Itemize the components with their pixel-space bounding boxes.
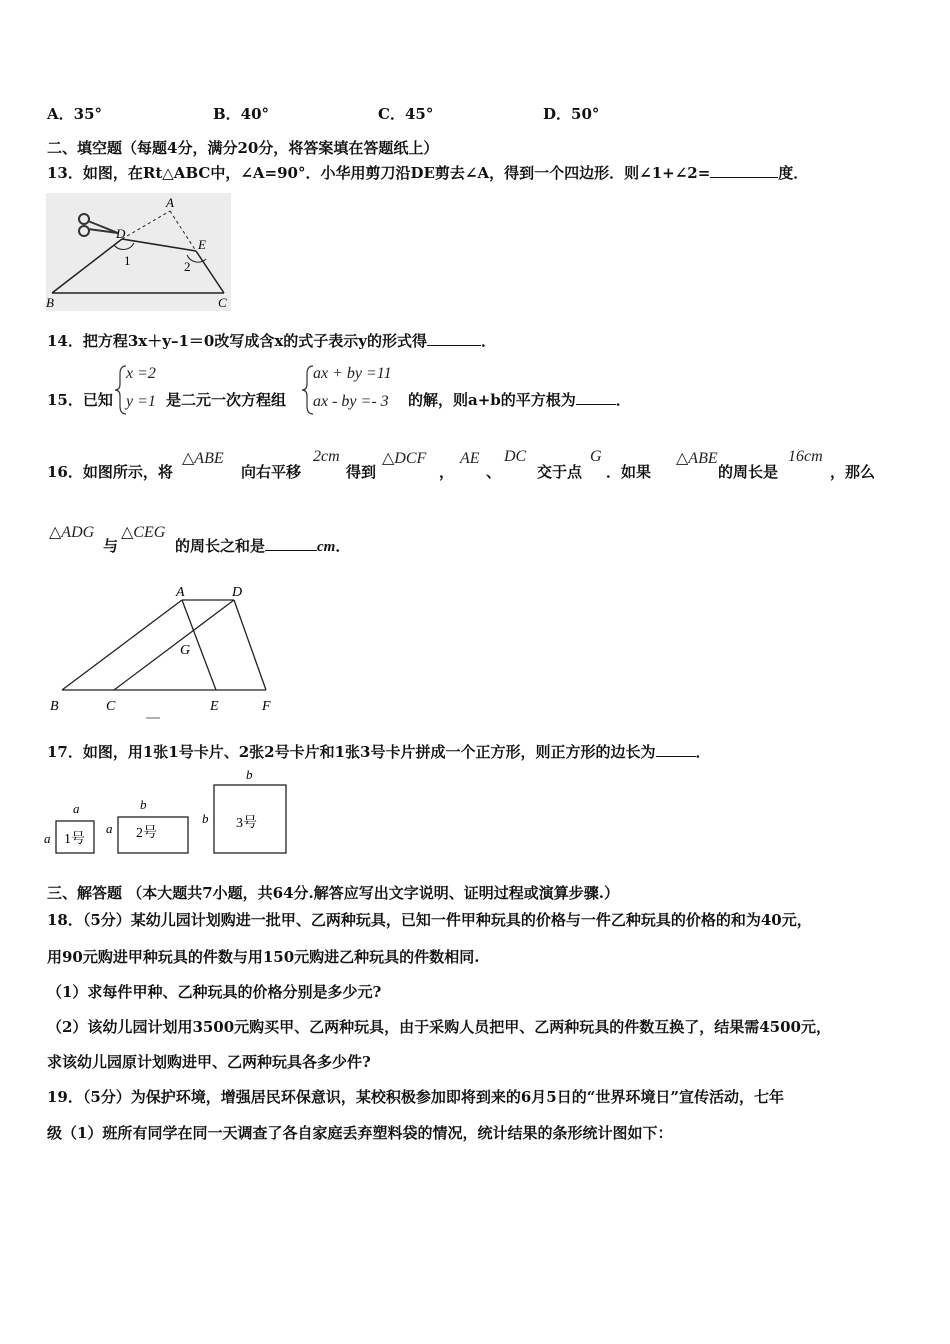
question-16-part-4: ， [439,463,455,481]
question-15-prefix: 15．已知 [47,391,113,409]
question-19-line-1: 19．（5分）为保护环境，增强居民环保意识，某校积极参加即将到来的6月5日的“世界环境日”宣传活动，七年 [47,1088,784,1106]
question-18-part-2: （2）该幼儿园计划用3500元购买甲、乙两种玩具，由于采购人员把甲、乙两种玩具的件数互换了，结果需4500元， [47,1018,831,1036]
question-19-line-2: 级（1）班所有同学在同一天调查了各自家庭丢弃塑料袋的情况，统计结果的条形统计图如下： [47,1124,673,1142]
question-18-line-2: 用90元购进甲种玩具的件数与用150元购进乙种玩具的件数相同. [47,948,480,966]
label-angle-1: 1 [124,253,131,268]
math-dc: DC [504,448,527,465]
math-ae: AE [460,450,480,467]
card-2-side-a: a [106,821,113,836]
answer-blank [576,390,616,405]
label-a: A [176,585,185,600]
section-heading-fill-in: 二、填空题（每题4分，满分20分，将答案填在答题纸上） [47,139,439,157]
card-1-side-a: a [44,831,51,846]
math-abe: △ABE [182,450,224,467]
option-c: C．45° [378,105,434,123]
system-2-eq-2: ax - by =- 3 [313,393,389,410]
answer-blank [710,163,778,178]
question-16-part-11 [175,535,350,556]
card-1-top-a: a [73,801,80,816]
question-16-part-11-text: 的周长之和是 [175,537,266,555]
math-ceg: △CEG [121,524,166,541]
label-b: B [50,699,59,714]
section-heading-solutions: 三、解答题 （本大题共7小题，共64分.解答应写出文字说明、证明过程或演算步骤.） [47,884,619,902]
math-adg: △ADG [49,524,95,541]
card-2-label: 2号 [136,826,157,841]
option-d: D．50° [543,105,600,123]
option-b: B．40° [213,105,270,123]
question-14 [47,330,496,351]
segment-ab [62,600,182,690]
card-2-top-b: b [140,797,147,812]
math-16cm: 16cm [788,448,823,465]
translation-figure [44,582,284,722]
cards-figure [42,765,294,865]
question-14-end: ． [481,332,497,350]
question-16-part-2: 向右平移 [241,463,302,481]
question-17 [47,741,711,762]
question-15-suffix-text: 的解，则a+b的平方根为 [408,391,576,409]
label-c: C [106,699,116,714]
question-16-part-6: 交于点 [537,463,583,481]
system-1-eq-1: x =2 [126,365,156,382]
question-18-line-1: 18．（5分）某幼儿园计划购进一批甲、乙两种玩具，已知一件甲种玩具的价格与一件乙种玩具的价格的和为40元， [47,911,812,929]
label-e: E [210,699,219,714]
unit-cm: cm [317,539,336,555]
question-18-part-1: （1）求每件甲种、乙种玩具的价格分别是多少元? [47,983,382,1001]
card-3-label: 3号 [236,816,257,831]
label-a: A [166,195,174,210]
card-3-top-b: b [246,767,253,782]
label-f: F [262,699,271,714]
question-16-part-5: 、 [486,463,502,481]
label-g: G [180,643,191,658]
math-g: G [590,448,602,465]
answer-blank [427,331,481,346]
label-d: D [232,585,243,600]
question-16-part-9: ，那么 [830,463,876,481]
question-16-part-1: 16．如图所示，将 [47,463,173,481]
card-3-side-b: b [202,811,209,826]
math-2cm: 2cm [313,448,340,465]
math-abe-2: △ABE [676,450,718,467]
math-dcf: △DCF [382,450,427,467]
question-16-end: ． [335,537,351,555]
card-1-label: 1号 [64,832,85,847]
system-1-eq-2: y =1 [126,393,156,410]
question-15-end: ． [615,391,631,409]
question-13 [47,162,808,183]
question-16-part-3: 得到 [346,463,377,481]
question-16-part-7: ．如果 [606,463,652,481]
label-e: E [198,237,206,252]
system-2-eq-1: ax + by =11 [313,365,392,382]
question-17-text: 17．如图，用1张1号卡片、2张2号卡片和1张3号卡片拼成一个正方形，则正方形的边长为 [47,743,656,761]
question-15-suffix [408,389,631,410]
question-16-part-10: 与 [103,537,119,555]
question-16-part-8: 的周长是 [718,463,779,481]
answer-blank [265,536,317,551]
option-a: A．35° [47,105,103,123]
label-c: C [218,295,227,310]
triangle-cut-figure [46,193,231,311]
question-13-unit: 度． [778,164,809,182]
answer-blank [656,742,696,757]
label-angle-2: 2 [184,259,191,274]
question-13-text: 13．如图，在Rt△ABC中，∠A=90°．小华用剪刀沿DE剪去∠A，得到一个四边形．则∠1+∠2= [47,164,711,182]
question-14-text: 14．把方程3x＋y–1＝0改写成含x的式子表示y的形式得 [47,332,428,350]
segment-df [234,600,266,690]
segment-dc [114,600,234,690]
question-18-part-2-cont: 求该幼儿园原计划购进甲、乙两种玩具各多少件? [47,1053,371,1071]
question-15-mid: 是二元一次方程组 [166,391,287,409]
question-17-end: ． [695,743,711,761]
label-d: D [116,226,126,241]
label-b: B [46,295,54,310]
